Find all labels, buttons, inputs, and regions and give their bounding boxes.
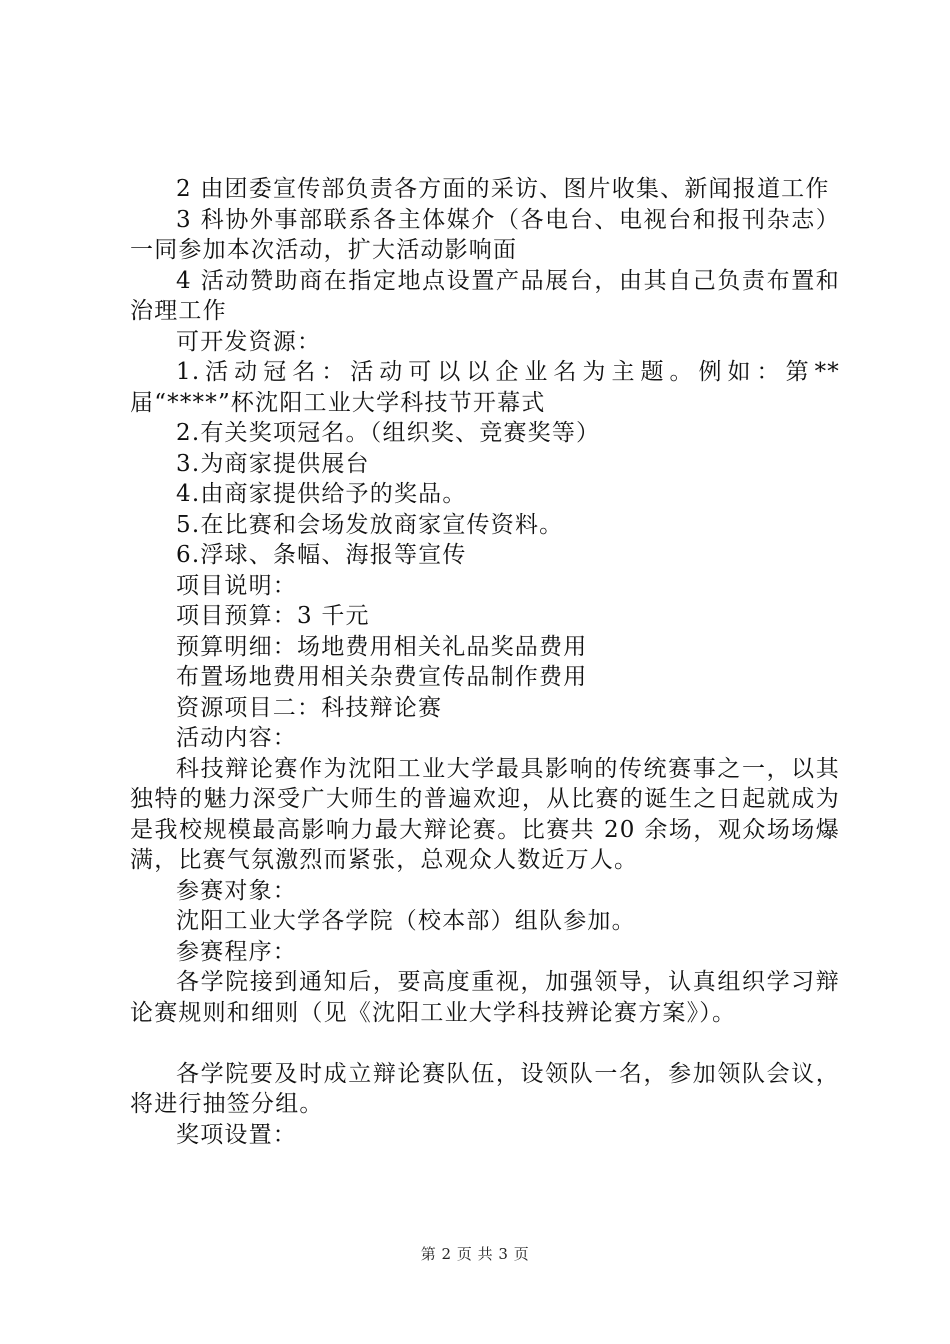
paragraph: 预算明细：场地费用相关礼品奖品费用: [176, 633, 588, 660]
section-label: 参赛对象：: [176, 877, 297, 904]
section-label: 项目说明：: [176, 572, 297, 599]
paragraph: 各学院要及时成立辩论赛队伍，设领队一名，参加领队会议，将进行抽签分组。: [130, 1060, 840, 1117]
paragraph: 项目预算：3 千元: [176, 603, 370, 629]
paragraph: 2 由团委宣传部负责各方面的采访、图片收集、新闻报道工作: [176, 176, 830, 202]
paragraph: 各学院接到通知后，要高度重视，加强领导，认真组织学习辩论赛规则和细则（见《沈阳工业大学科技辨论赛方案》）。: [130, 969, 840, 1026]
paragraph: 3 科协外事部联系各主体媒介（各电台、电视台和报刊杂志）一同参加本次活动，扩大活动影响面: [130, 206, 840, 263]
section-label: 可开发资源：: [176, 328, 322, 355]
list-item: 5.在比赛和会场发放商家宣传资料。: [176, 511, 564, 538]
page-footer: 第 2 页 共 3 页: [420, 1245, 530, 1263]
document-body: [130, 174, 840, 1150]
paragraph: 沈阳工业大学各学院（校本部）组队参加。: [176, 908, 636, 934]
paragraph: 4 活动赞助商在指定地点设置产品展台，由其自己负责布置和治理工作: [130, 267, 840, 324]
paragraph: 科技辩论赛作为沈阳工业大学最具影响的传统赛事之一，以其独特的魅力深受广大师生的普遍欢迎，从比赛的诞生之日起就成为是我校规模最高影响力最大辩论赛。比赛共 20 余场，观众场场爆满，比赛气氛激烈而紧张，总观众人数近万人。: [130, 755, 840, 873]
list-item: 6.浮球、条幅、海报等宣传: [176, 542, 467, 568]
section-label: 活动内容：: [176, 725, 297, 751]
list-item: 2.有关奖项冠名。（组织奖、竞赛奖等）: [176, 420, 601, 446]
blank-line: [130, 1028, 840, 1059]
list-item: 1.活动冠名：活动可以以企业名为主题。例如：第**届“****”杯沈阳工业大学科技节开幕式: [130, 359, 840, 416]
list-item: 4.由商家提供给予的奖品。: [176, 481, 467, 507]
section-label: 奖项设置：: [176, 1121, 297, 1148]
section-heading: 资源项目二：科技辩论赛: [176, 694, 443, 721]
paragraph: 布置场地费用相关杂费宣传品制作费用: [176, 664, 588, 690]
section-label: 参赛程序：: [176, 938, 297, 965]
list-item: 3.为商家提供展台: [176, 450, 370, 477]
